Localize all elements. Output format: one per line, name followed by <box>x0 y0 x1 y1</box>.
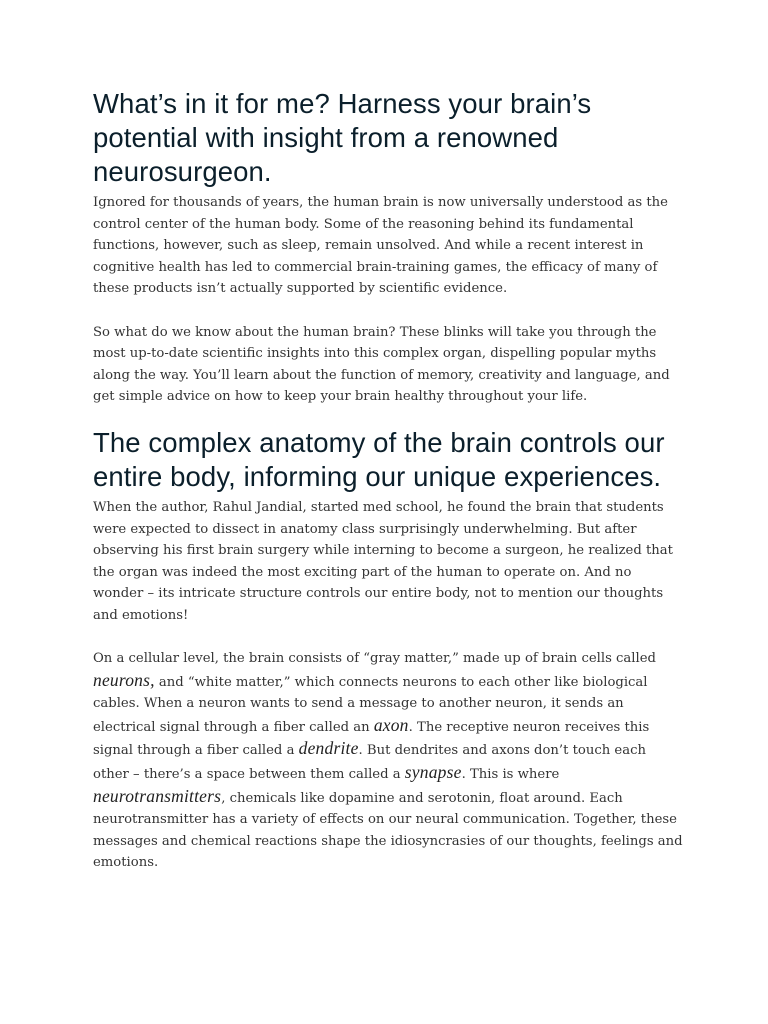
paragraph-spacer <box>93 627 683 649</box>
article-body <box>93 87 683 874</box>
term-neurons: neurons, <box>93 669 155 690</box>
intro-paragraph-2: So what do we know about the human brain? These blinks will take you through the most up-to-date scientific insights into this complex organ, dispelling popular myths along the way. You’ll learn about the function of memory, creativity and language, and get simple advice on how to keep your brain healthy throughout your life. <box>93 324 670 405</box>
text-run: , chemicals like dopamine and serotonin, float around. Each neurotransmitter has a variety of effects on our neural communication. Together, these messages and chemical reactions shape the idiosyncrasies of our thoughts, feelings and emotions. <box>93 790 683 871</box>
section-heading-intro: What’s in it for me? Harness your brain’s potential with insight from a renowned neurosurgeon. <box>93 88 592 187</box>
section-spacer <box>93 408 683 426</box>
text-run: . This is where <box>461 767 560 783</box>
anatomy-paragraph-1: When the author, Rahul Jandial, started med school, he found the brain that students were expected to dissect in anatomy class surprisingly underwhelming. But after observing his first brain surgery while interning to become a surgeon, he realized that the organ was indeed the most exciting part of the human to operate on. And no wonder – its intricate structure controls our entire body, not to mention our thoughts and emotions! <box>93 499 673 623</box>
section-heading-anatomy: The complex anatomy of the brain controls our entire body, informing our unique experiences. <box>93 426 665 492</box>
text-run: . The receptive neuron receives this signal through a fiber called a <box>93 719 650 759</box>
term-neurotransmitters: neurotransmitters <box>93 785 222 806</box>
paragraph-spacer <box>93 300 683 322</box>
term-axon: axon <box>373 714 409 735</box>
term-synapse: synapse <box>404 762 462 783</box>
text-run: . But dendrites and axons don’t touch each other – there’s a space between them called a <box>93 743 646 783</box>
text-run: and “white matter,” which connects neurons to each other like biological cables. When a neuron wants to send a message to another neuron, it sends an electrical signal through a fiber called an <box>93 674 648 735</box>
term-dendrite: dendrite <box>298 738 359 759</box>
text-run: On a cellular level, the brain consists of “gray matter,” made up of brain cells called <box>93 651 656 667</box>
anatomy-paragraph-2 <box>93 648 683 874</box>
intro-paragraph-1: Ignored for thousands of years, the human brain is now universally understood as the control center of the human body. Some of the reasoning behind its fundamental functions, however, such as sleep, remain unsolved. And while a recent interest in cognitive health has led to commercial brain-training games, the efficacy of many of these products isn’t actually supported by scientific evidence. <box>93 195 668 297</box>
